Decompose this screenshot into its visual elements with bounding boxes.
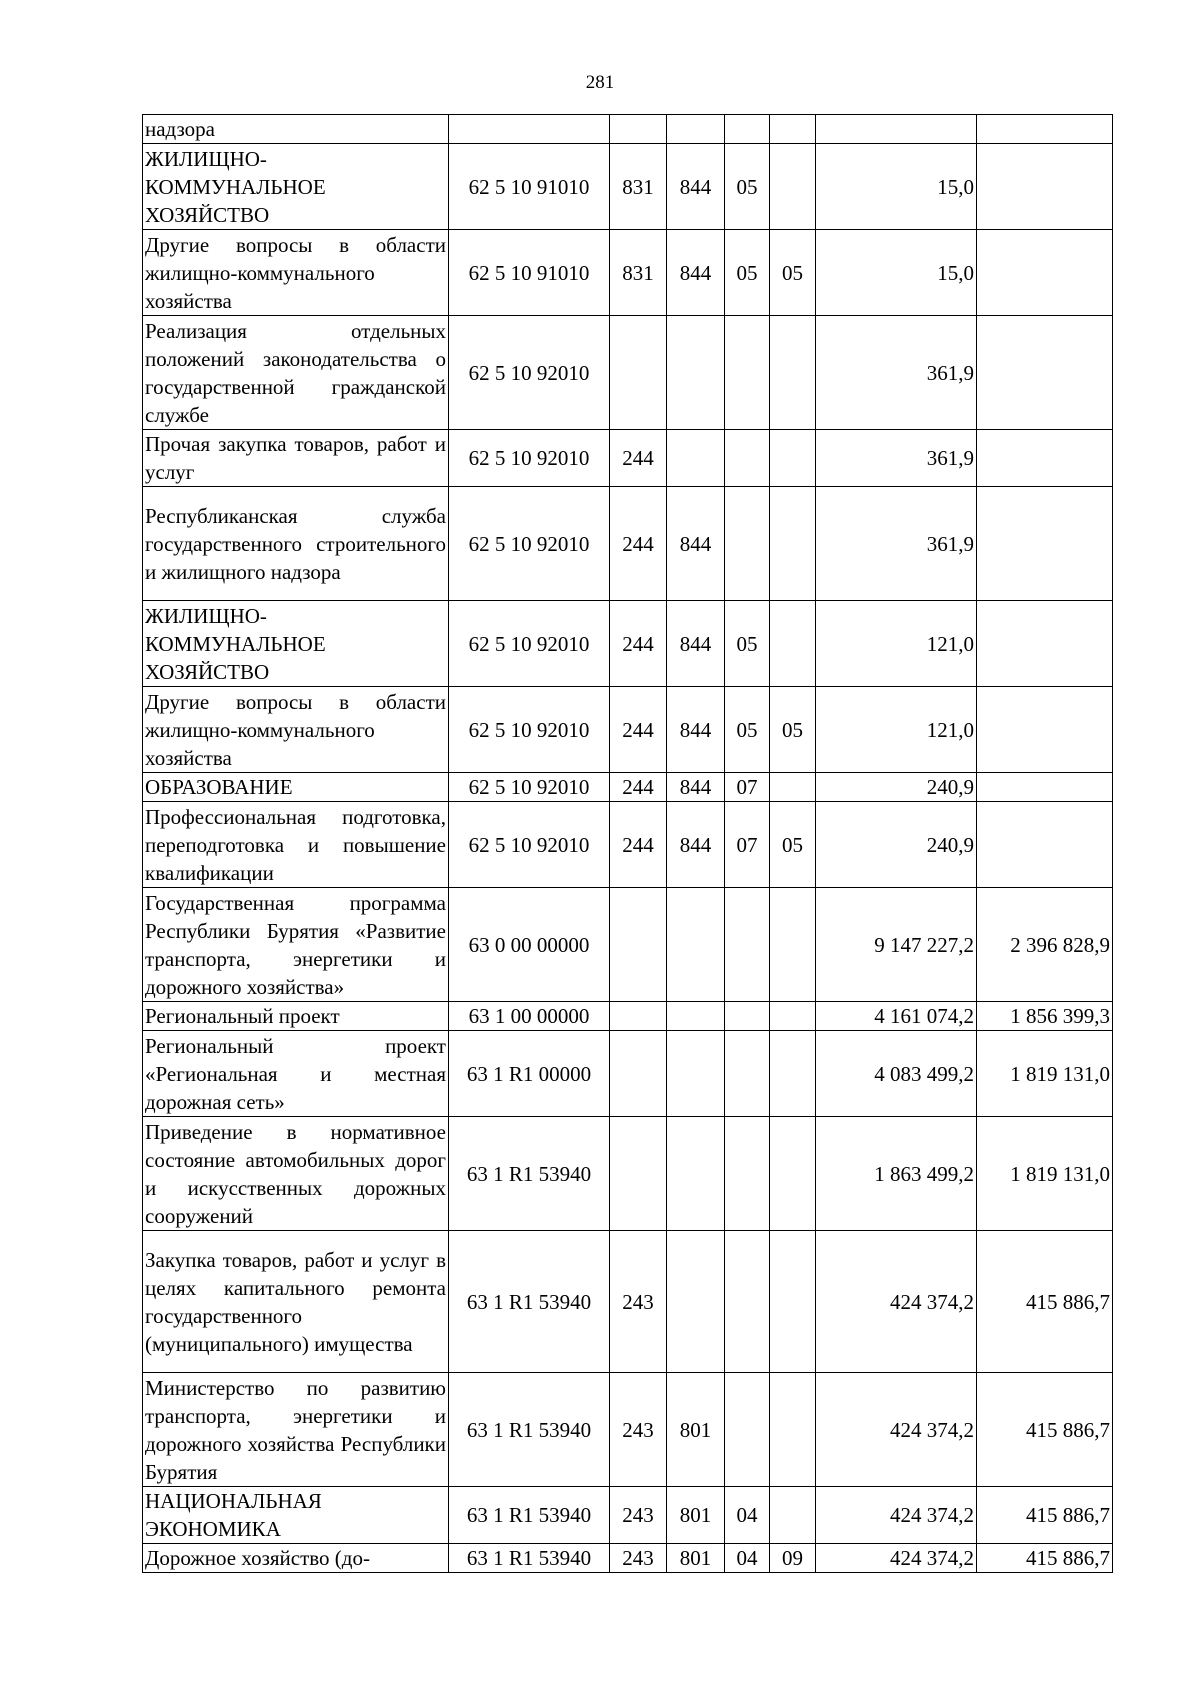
section-code — [725, 115, 770, 144]
amount-1: 424 374,2 — [816, 1544, 977, 1573]
amount-2: 415 886,7 — [977, 1487, 1113, 1544]
section-code: 07 — [725, 802, 770, 888]
section-code: 07 — [725, 773, 770, 802]
grbs-code: 844 — [667, 230, 725, 316]
subsection-code: 09 — [770, 1544, 816, 1573]
amount-1: 361,9 — [816, 316, 977, 430]
subsection-code — [770, 888, 816, 1002]
row-name: Профессиональная подготовка, переподготовка и повышение квалификации — [143, 802, 449, 888]
expense-type — [610, 316, 667, 430]
subsection-code: 05 — [770, 802, 816, 888]
row-name: Реализация отдельных положений законодательства о государственной гражданской службе — [143, 316, 449, 430]
row-name: ОБРАЗОВАНИЕ — [143, 773, 449, 802]
grbs-code: 801 — [667, 1373, 725, 1487]
amount-1: 240,9 — [816, 773, 977, 802]
expense-type: 244 — [610, 487, 667, 601]
target-code: 63 1 R1 53940 — [449, 1487, 610, 1544]
subsection-code — [770, 144, 816, 230]
amount-2: 1 819 131,0 — [977, 1117, 1113, 1231]
amount-2 — [977, 430, 1113, 487]
row-name: НАЦИОНАЛЬНАЯ ЭКОНОМИКА — [143, 1487, 449, 1544]
grbs-code — [667, 888, 725, 1002]
section-code: 05 — [725, 230, 770, 316]
table-row — [143, 1487, 1113, 1544]
section-code — [725, 1231, 770, 1373]
expense-type — [610, 888, 667, 1002]
grbs-code — [667, 1031, 725, 1117]
row-name: ЖИЛИЩНО-КОММУНАЛЬНОЕ ХОЗЯЙСТВО — [143, 601, 449, 687]
subsection-code: 05 — [770, 687, 816, 773]
amount-2 — [977, 802, 1113, 888]
amount-2: 415 886,7 — [977, 1373, 1113, 1487]
target-code: 62 5 10 91010 — [449, 144, 610, 230]
target-code: 62 5 10 92010 — [449, 773, 610, 802]
table-row — [143, 1544, 1113, 1573]
amount-1: 15,0 — [816, 230, 977, 316]
target-code: 62 5 10 92010 — [449, 802, 610, 888]
table-row — [143, 1117, 1113, 1231]
subsection-code: 05 — [770, 230, 816, 316]
table-row — [143, 773, 1113, 802]
table-row — [143, 1373, 1113, 1487]
grbs-code — [667, 115, 725, 144]
expense-type: 244 — [610, 773, 667, 802]
target-code — [449, 115, 610, 144]
subsection-code — [770, 430, 816, 487]
row-name: Региональный проект «Региональная и местная дорожная сеть» — [143, 1031, 449, 1117]
amount-1: 4 161 074,2 — [816, 1002, 977, 1031]
amount-1: 121,0 — [816, 687, 977, 773]
amount-1 — [816, 115, 977, 144]
amount-2 — [977, 687, 1113, 773]
grbs-code: 844 — [667, 144, 725, 230]
expense-type: 831 — [610, 230, 667, 316]
expense-type: 243 — [610, 1544, 667, 1573]
amount-2: 1 856 399,3 — [977, 1002, 1113, 1031]
row-name: Министерство по развитию транспорта, энергетики и дорожного хозяйства Республики Бурятия — [143, 1373, 449, 1487]
target-code: 63 1 00 00000 — [449, 1002, 610, 1031]
expense-type: 243 — [610, 1487, 667, 1544]
amount-2 — [977, 230, 1113, 316]
section-code — [725, 1373, 770, 1487]
table-row — [143, 802, 1113, 888]
subsection-code — [770, 1002, 816, 1031]
target-code: 62 5 10 92010 — [449, 430, 610, 487]
row-name: Приведение в нормативное состояние автомобильных дорог и искусственных дорожных сооружений — [143, 1117, 449, 1231]
amount-1: 15,0 — [816, 144, 977, 230]
section-code: 04 — [725, 1487, 770, 1544]
target-code: 63 1 R1 00000 — [449, 1031, 610, 1117]
subsection-code — [770, 1117, 816, 1231]
subsection-code — [770, 601, 816, 687]
grbs-code: 844 — [667, 487, 725, 601]
target-code: 62 5 10 92010 — [449, 316, 610, 430]
grbs-code — [667, 430, 725, 487]
page-number: 281 — [585, 72, 615, 93]
row-name: Дорожное хозяйство (до- — [143, 1544, 449, 1573]
section-code — [725, 1002, 770, 1031]
amount-2: 415 886,7 — [977, 1544, 1113, 1573]
target-code: 62 5 10 92010 — [449, 687, 610, 773]
expense-type: 244 — [610, 601, 667, 687]
target-code: 63 1 R1 53940 — [449, 1373, 610, 1487]
subsection-code — [770, 487, 816, 601]
amount-1: 121,0 — [816, 601, 977, 687]
amount-2 — [977, 144, 1113, 230]
amount-2: 2 396 828,9 — [977, 888, 1113, 1002]
table-row — [143, 888, 1113, 1002]
grbs-code: 801 — [667, 1487, 725, 1544]
section-code: 04 — [725, 1544, 770, 1573]
grbs-code: 844 — [667, 601, 725, 687]
target-code: 63 1 R1 53940 — [449, 1231, 610, 1373]
amount-2 — [977, 601, 1113, 687]
grbs-code: 801 — [667, 1544, 725, 1573]
target-code: 63 1 R1 53940 — [449, 1544, 610, 1573]
section-code: 05 — [725, 144, 770, 230]
row-name: Прочая закупка товаров, работ и услуг — [143, 430, 449, 487]
subsection-code — [770, 1231, 816, 1373]
table-row — [143, 115, 1113, 144]
row-name: Другие вопросы в области жилищно-коммунального хозяйства — [143, 687, 449, 773]
row-name: надзора — [143, 115, 449, 144]
amount-1: 4 083 499,2 — [816, 1031, 977, 1117]
grbs-code — [667, 1117, 725, 1231]
amount-2 — [977, 115, 1113, 144]
amount-1: 424 374,2 — [816, 1373, 977, 1487]
subsection-code — [770, 1487, 816, 1544]
table-row — [143, 1231, 1113, 1373]
expense-type: 244 — [610, 802, 667, 888]
target-code: 62 5 10 92010 — [449, 601, 610, 687]
amount-2 — [977, 773, 1113, 802]
amount-1: 361,9 — [816, 487, 977, 601]
grbs-code — [667, 1002, 725, 1031]
table-row — [143, 1002, 1113, 1031]
expense-type: 244 — [610, 430, 667, 487]
table-body — [143, 115, 1113, 1573]
expense-type: 831 — [610, 144, 667, 230]
row-name: Другие вопросы в области жилищно-коммунального хозяйства — [143, 230, 449, 316]
grbs-code: 844 — [667, 773, 725, 802]
target-code: 63 0 00 00000 — [449, 888, 610, 1002]
expense-type — [610, 1117, 667, 1231]
amount-1: 424 374,2 — [816, 1487, 977, 1544]
row-name: Закупка товаров, работ и услуг в целях капитального ремонта государственного (муниципального) имущества — [143, 1231, 449, 1373]
section-code — [725, 430, 770, 487]
table-row — [143, 687, 1113, 773]
target-code: 62 5 10 91010 — [449, 230, 610, 316]
subsection-code — [770, 773, 816, 802]
subsection-code — [770, 1031, 816, 1117]
amount-1: 9 147 227,2 — [816, 888, 977, 1002]
row-name: ЖИЛИЩНО-КОММУНАЛЬНОЕ ХОЗЯЙСТВО — [143, 144, 449, 230]
target-code: 62 5 10 92010 — [449, 487, 610, 601]
section-code — [725, 316, 770, 430]
expense-type — [610, 115, 667, 144]
row-name: Республиканская служба государственного строительного и жилищного надзора — [143, 487, 449, 601]
subsection-code — [770, 316, 816, 430]
table-row — [143, 487, 1113, 601]
subsection-code — [770, 115, 816, 144]
amount-2 — [977, 316, 1113, 430]
grbs-code — [667, 1231, 725, 1373]
section-code — [725, 1031, 770, 1117]
target-code: 63 1 R1 53940 — [449, 1117, 610, 1231]
expense-type: 244 — [610, 687, 667, 773]
amount-1: 361,9 — [816, 430, 977, 487]
amount-1: 240,9 — [816, 802, 977, 888]
expense-type: 243 — [610, 1373, 667, 1487]
section-code: 05 — [725, 601, 770, 687]
budget-table — [142, 114, 1113, 1573]
table-row — [143, 430, 1113, 487]
row-name: Региональный проект — [143, 1002, 449, 1031]
subsection-code — [770, 1373, 816, 1487]
section-code: 05 — [725, 687, 770, 773]
expense-type — [610, 1002, 667, 1031]
grbs-code — [667, 316, 725, 430]
section-code — [725, 888, 770, 1002]
grbs-code: 844 — [667, 802, 725, 888]
table-row — [143, 230, 1113, 316]
table-row — [143, 316, 1113, 430]
table-row — [143, 1031, 1113, 1117]
expense-type: 243 — [610, 1231, 667, 1373]
amount-1: 424 374,2 — [816, 1231, 977, 1373]
table-row — [143, 601, 1113, 687]
amount-2: 1 819 131,0 — [977, 1031, 1113, 1117]
section-code — [725, 487, 770, 601]
amount-1: 1 863 499,2 — [816, 1117, 977, 1231]
amount-2 — [977, 487, 1113, 601]
expense-type — [610, 1031, 667, 1117]
row-name: Государственная программа Республики Бурятия «Развитие транспорта, энергетики и дорожного хозяйства» — [143, 888, 449, 1002]
amount-2: 415 886,7 — [977, 1231, 1113, 1373]
grbs-code: 844 — [667, 687, 725, 773]
section-code — [725, 1117, 770, 1231]
table-row — [143, 144, 1113, 230]
